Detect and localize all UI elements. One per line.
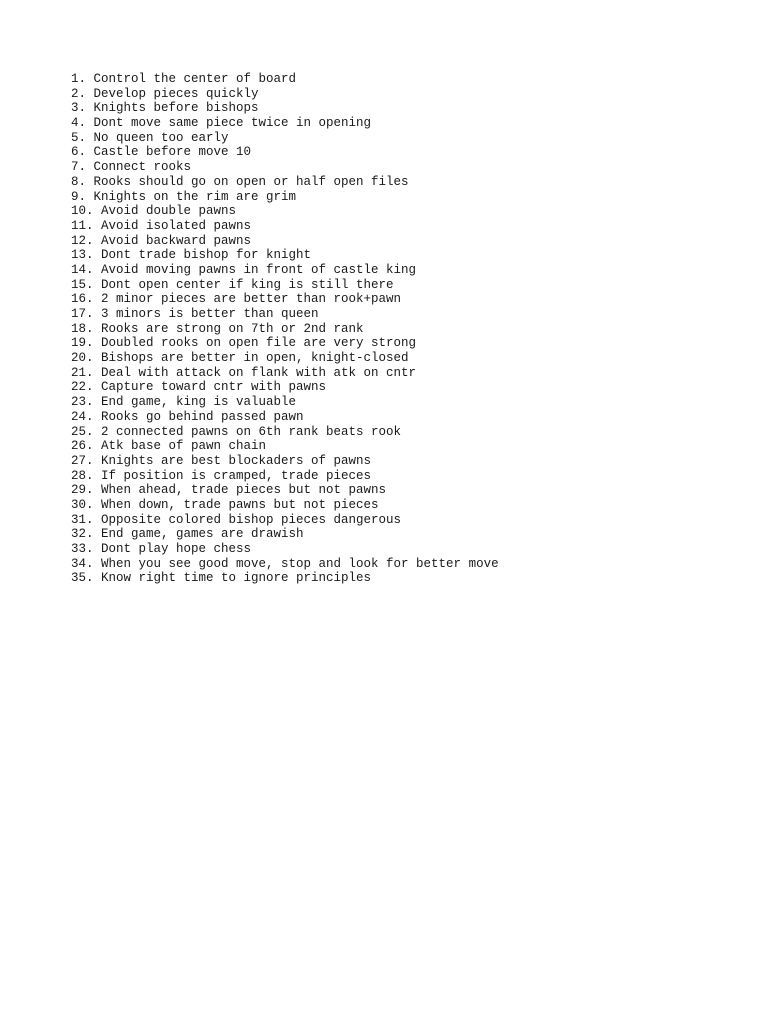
list-item: 34. When you see good move, stop and look for better move xyxy=(71,556,499,571)
list-item: 35. Know right time to ignore principles xyxy=(71,571,372,586)
list-item: 4. Dont move same piece twice in opening xyxy=(71,116,372,131)
principles-list xyxy=(71,72,499,586)
list-item: 7. Connect rooks xyxy=(71,160,192,175)
list-item: 31. Opposite colored bishop pieces dangerous xyxy=(71,512,402,527)
list-item: 15. Dont open center if king is still there xyxy=(71,277,394,292)
list-item: 10. Avoid double pawns xyxy=(71,204,237,219)
list-item: 28. If position is cramped, trade pieces xyxy=(71,468,372,483)
list-item: 3. Knights before bishops xyxy=(71,101,259,116)
list-item: 21. Deal with attack on flank with atk on cntr xyxy=(71,365,417,380)
list-item: 11. Avoid isolated pawns xyxy=(71,218,252,233)
list-item: 2. Develop pieces quickly xyxy=(71,86,259,101)
list-item: 24. Rooks go behind passed pawn xyxy=(71,409,304,424)
list-item: 33. Dont play hope chess xyxy=(71,542,252,556)
list-item: 26. Atk base of pawn chain xyxy=(71,439,267,454)
list-item: 27. Knights are best blockaders of pawns xyxy=(71,453,372,468)
list-item: 20. Bishops are better in open, knight-closed xyxy=(71,351,409,366)
list-item: 32. End game, games are drawish xyxy=(71,527,304,542)
list-item: 14. Avoid moving pawns in front of castle king xyxy=(71,262,417,277)
list-item: 18. Rooks are strong on 7th or 2nd rank xyxy=(71,321,364,336)
list-item: 25. 2 connected pawns on 6th rank beats rook xyxy=(71,424,402,439)
list-item: 9. Knights on the rim are grim xyxy=(71,189,297,204)
list-item: 19. Doubled rooks on open file are very strong xyxy=(71,336,417,351)
list-item: 6. Castle before move 10 xyxy=(71,145,252,160)
list-item: 8. Rooks should go on open or half open files xyxy=(71,174,409,189)
list-item: 12. Avoid backward pawns xyxy=(71,233,252,248)
list-item: 5. No queen too early xyxy=(71,130,229,145)
list-item: 17. 3 minors is better than queen xyxy=(71,307,319,321)
list-item: 30. When down, trade pawns but not pieces xyxy=(71,497,379,512)
list-item: 1. Control the center of board xyxy=(71,72,297,86)
list-item: 16. 2 minor pieces are better than rook+pawn xyxy=(71,292,402,307)
list-item: 23. End game, king is valuable xyxy=(71,395,297,410)
list-item: 13. Dont trade bishop for knight xyxy=(71,248,312,263)
list-item: 29. When ahead, trade pieces but not pawns xyxy=(71,483,387,498)
list-item: 22. Capture toward cntr with pawns xyxy=(71,380,327,395)
